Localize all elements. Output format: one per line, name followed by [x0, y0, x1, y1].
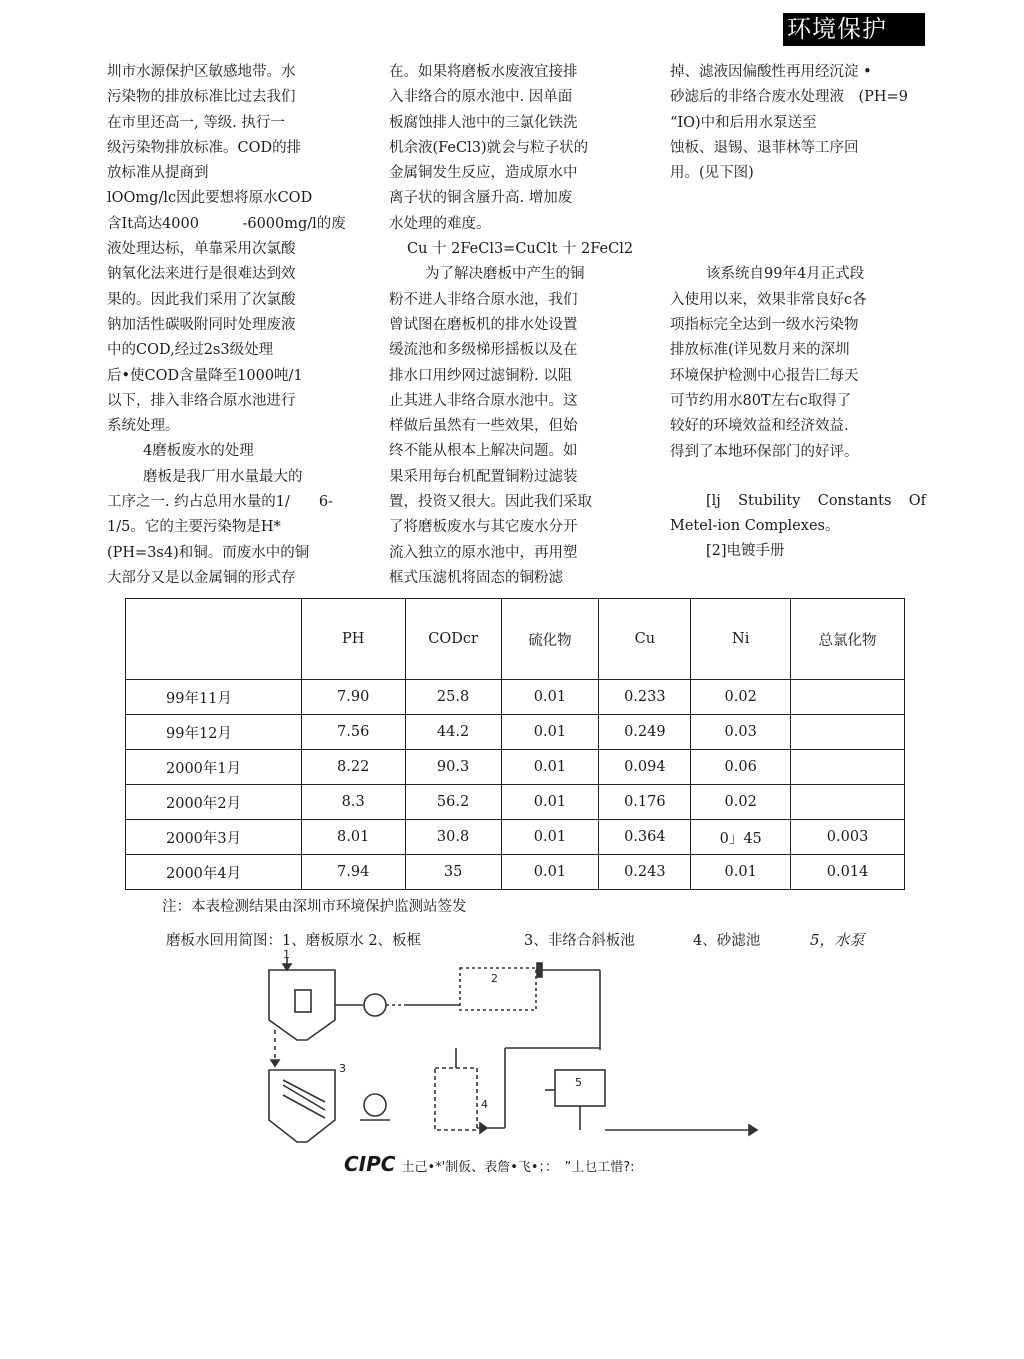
text-line: 用。(见下图)	[670, 165, 754, 182]
table-row	[126, 750, 905, 785]
table-cell: 0.02	[691, 785, 791, 820]
table-cell: 0.176	[599, 785, 691, 820]
table-cell: 99年12月	[126, 715, 302, 750]
pump-icon	[364, 994, 386, 1016]
caption-part: 5，水泵	[810, 931, 865, 949]
text-line: 金属铜发生反应，造成原水中	[389, 165, 578, 182]
process-flow-diagram	[255, 950, 765, 1155]
caption-part: 4、砂滤池	[693, 933, 761, 949]
text-line: 水处理的难度。	[389, 215, 491, 232]
footer-garbled	[344, 1152, 635, 1176]
table-cell: 7.94	[301, 855, 405, 890]
chemical-equation: Cu 十 2FeCl3=CuClt 十 2FeCl2	[407, 241, 634, 258]
section-badge: 环境保护	[783, 13, 925, 46]
table-cell: 8.01	[301, 820, 405, 855]
table-cell: 0.243	[599, 855, 691, 890]
text-line: (PH=3s4)和铜。而废水中的铜	[107, 544, 310, 561]
diagram-label: 4	[481, 1098, 488, 1111]
table-cell	[791, 715, 905, 750]
spacer	[670, 465, 926, 489]
text-line: 可节约用水80T左右c取得了	[670, 392, 852, 409]
text-line: “IO)中和后用水泵送至	[670, 114, 817, 131]
table-note: 注：本表检测结果由深圳市环境保护监测站签发	[162, 899, 467, 915]
diagram-label: 1	[283, 950, 290, 961]
text-line: 缓流池和多级梯形揺板以及在	[389, 342, 578, 359]
table-row	[126, 820, 905, 855]
text-line: 该系统自99年4月正式段	[706, 266, 865, 283]
valve-icon	[480, 1123, 487, 1133]
table-row	[126, 680, 905, 715]
table-header-row	[126, 599, 905, 680]
text-line: 大部分又是以金属铜的形式存	[107, 569, 296, 586]
table-cell: 2000年3月	[126, 820, 302, 855]
ref-word: Constants	[817, 492, 892, 509]
text-line: 含It高达4000 -6000mg/l的废	[107, 215, 346, 232]
text-line: 排放标准(详见数月来的深圳	[670, 342, 850, 359]
table-cell: 8.3	[301, 785, 405, 820]
text-line: 级污染物排放标准。COD的排	[107, 139, 302, 156]
table-cell: 0.01	[501, 855, 599, 890]
text-line: 果的。因此我们采用了次氯酸	[107, 291, 296, 308]
reference-2: [2]电镀手册	[706, 543, 785, 560]
table-cell: 0.094	[599, 750, 691, 785]
table-cell: 2000年2月	[126, 785, 302, 820]
table-cell: 0.249	[599, 715, 691, 750]
raw-water-tank-icon	[269, 970, 335, 1040]
table-cell: 2000年1月	[126, 750, 302, 785]
text-line: 入非络合的原水池中. 因单面	[389, 89, 573, 106]
table-header: Cu	[599, 599, 691, 680]
text-line: 置，投资又很大。因此我们采取	[389, 494, 592, 511]
table-cell: 56.2	[405, 785, 501, 820]
tank-insert-icon	[295, 990, 311, 1012]
footer-text: 土己•*'制仮、表詹•飞•；： ”丄乜工惜?:	[401, 1160, 635, 1175]
text-line: 曾试图在磨板机的排水处设置	[389, 316, 578, 333]
text-line: 1/5。它的主要污染物是H*	[107, 519, 281, 536]
text-line: 框式压滤机将固态的铜粉滤	[389, 569, 563, 586]
filter-press-icon	[460, 968, 536, 1010]
caption-part: 磨板水回用简图：1、磨板原水 2、板框	[166, 933, 422, 949]
diagram-label: 5	[575, 1076, 582, 1089]
arrow-head-icon	[749, 1125, 757, 1135]
table-cell: 0.01	[501, 785, 599, 820]
text-line: 机余液(FeCl3)就会与粒子状的	[389, 139, 589, 156]
section-heading: 4磨板废水的处理	[143, 443, 254, 460]
text-line: 果采用毎台机配置铜粉过滤装	[389, 468, 578, 485]
text-line: 在市里还高一, 等级. 执行一	[107, 114, 285, 131]
text-line: 液处理达标，单靠采用次氯酸	[107, 241, 296, 258]
table-cell: 30.8	[405, 820, 501, 855]
table-header	[126, 599, 302, 680]
table-cell: 44.2	[405, 715, 501, 750]
column-2	[389, 60, 649, 591]
text-line: 项指标完全达到一级水污染物	[670, 317, 859, 334]
text-line: 较好的环境效益和经济效益.	[670, 418, 849, 435]
table-cell: 0.02	[691, 680, 791, 715]
table-header: 总氯化物	[791, 599, 905, 680]
text-line: 以下，排入非络合原水池进行	[107, 392, 296, 409]
table-cell: 0.01	[691, 855, 791, 890]
reference-1-cont: Metel-ion Complexes。	[670, 518, 840, 535]
text-line: 板腐蚀排人池中的三氯化铁洗	[389, 114, 578, 131]
table-cell	[791, 750, 905, 785]
diagram-label: 3	[339, 1062, 346, 1075]
table-cell: 8.22	[301, 750, 405, 785]
table-cell: 25.8	[405, 680, 501, 715]
text-line: 止其进人非络合原水池中。这	[389, 392, 578, 409]
ref-word: Of	[908, 492, 926, 509]
text-line: 终不能从根本上解决问题。如	[389, 443, 578, 460]
table-cell: 2000年4月	[126, 855, 302, 890]
text-line: 流入独立的原水池中，再用塑	[389, 544, 578, 561]
column-3	[670, 60, 926, 565]
text-line: 样做后虽然有一些效果，但始	[389, 418, 578, 435]
arrow-head-icon	[283, 964, 291, 970]
table-header: 硫化物	[501, 599, 599, 680]
monitoring-table	[125, 598, 905, 890]
table-row	[126, 785, 905, 820]
table-header: Ni	[691, 599, 791, 680]
text-line: 后•使COD含量降至1000吨/1	[107, 367, 303, 384]
ref-word: [lj	[706, 492, 721, 509]
text-line: 入使用以来，效果非常良好c各	[670, 291, 867, 308]
table-cell: 99年11月	[126, 680, 302, 715]
table-cell: 7.90	[301, 680, 405, 715]
valve-icon	[537, 963, 542, 977]
text-line: 蚀板、退锡、退菲林等工序回	[670, 139, 859, 156]
footer-brand: CIPC	[344, 1152, 396, 1176]
text-line: lOOmg/lc因此要想将原水COD	[107, 190, 313, 207]
table-cell: 0.01	[501, 820, 599, 855]
caption-part: 3、非络合斜板池	[524, 933, 635, 949]
table-cell: 7.56	[301, 715, 405, 750]
table-row	[126, 715, 905, 750]
ref-word: Stubility	[738, 492, 801, 509]
table-cell: 0.003	[791, 820, 905, 855]
column-1	[107, 60, 362, 591]
table-cell: 0.01	[501, 680, 599, 715]
text-line: 离子状的铜含蜃升高. 增加废	[389, 190, 573, 207]
table-cell: 90.3	[405, 750, 501, 785]
table-cell: 0.01	[501, 750, 599, 785]
text-line: 在。如果将磨板水废液宜接排	[389, 64, 578, 80]
text-line: 磨板是我厂用水量最大的	[143, 468, 303, 485]
table-row	[126, 855, 905, 890]
text-line: 中的COD,经过2s3级处理	[107, 342, 274, 359]
text-line: 放标准从提商到	[107, 165, 209, 182]
table-header: CODcr	[405, 599, 501, 680]
text-line: 粉不进人非络合原水池，我们	[389, 291, 578, 308]
table-cell: 0.06	[691, 750, 791, 785]
text-line: 排水口用纱网过滤铜粉. 以阻	[389, 367, 573, 384]
table-cell	[791, 680, 905, 715]
table-cell: 35	[405, 855, 501, 890]
table-cell: 0.364	[599, 820, 691, 855]
sand-filter-icon	[435, 1068, 477, 1130]
text-line: 为了解决磨板中产生的铜	[425, 266, 585, 283]
arrow-head-icon	[271, 1060, 279, 1066]
text-line: 圳市水源保护区敏感地带。水	[107, 64, 296, 80]
text-line: 钠氧化法来进行是很难达到效	[107, 266, 296, 283]
text-line: 系统处理。	[107, 418, 180, 435]
text-line: 了将磨板废水与其它废水分开	[389, 519, 578, 536]
table-cell: 0.03	[691, 715, 791, 750]
diagram-label: 2	[491, 972, 498, 985]
table-header: PH	[301, 599, 405, 680]
table-cell: 0.233	[599, 680, 691, 715]
table-cell: 0.014	[791, 855, 905, 890]
text-line: 砂滤后的非络合废水处理液 (PH=9	[670, 89, 908, 106]
text-line: 得到了本地环保部门的好评。	[670, 443, 859, 460]
table-cell: 0.01	[501, 715, 599, 750]
table-cell: 0」45	[691, 820, 791, 855]
text-line: 环境保护检测中心报告匚每天	[670, 367, 859, 384]
text-line: 钠加活性碳吸附同时处理废液	[107, 316, 296, 333]
spacer	[670, 186, 926, 262]
text-line: 掉、滤液因偏酸性再用经沉淀 •	[670, 64, 872, 80]
reference-1	[670, 489, 926, 514]
text-line: 工序之一. 约占总用水量的1/ 6-	[107, 494, 333, 511]
table-cell	[791, 785, 905, 820]
pump-icon	[364, 1094, 386, 1116]
text-line: 污染物的排放标准比过去我们	[107, 89, 296, 106]
